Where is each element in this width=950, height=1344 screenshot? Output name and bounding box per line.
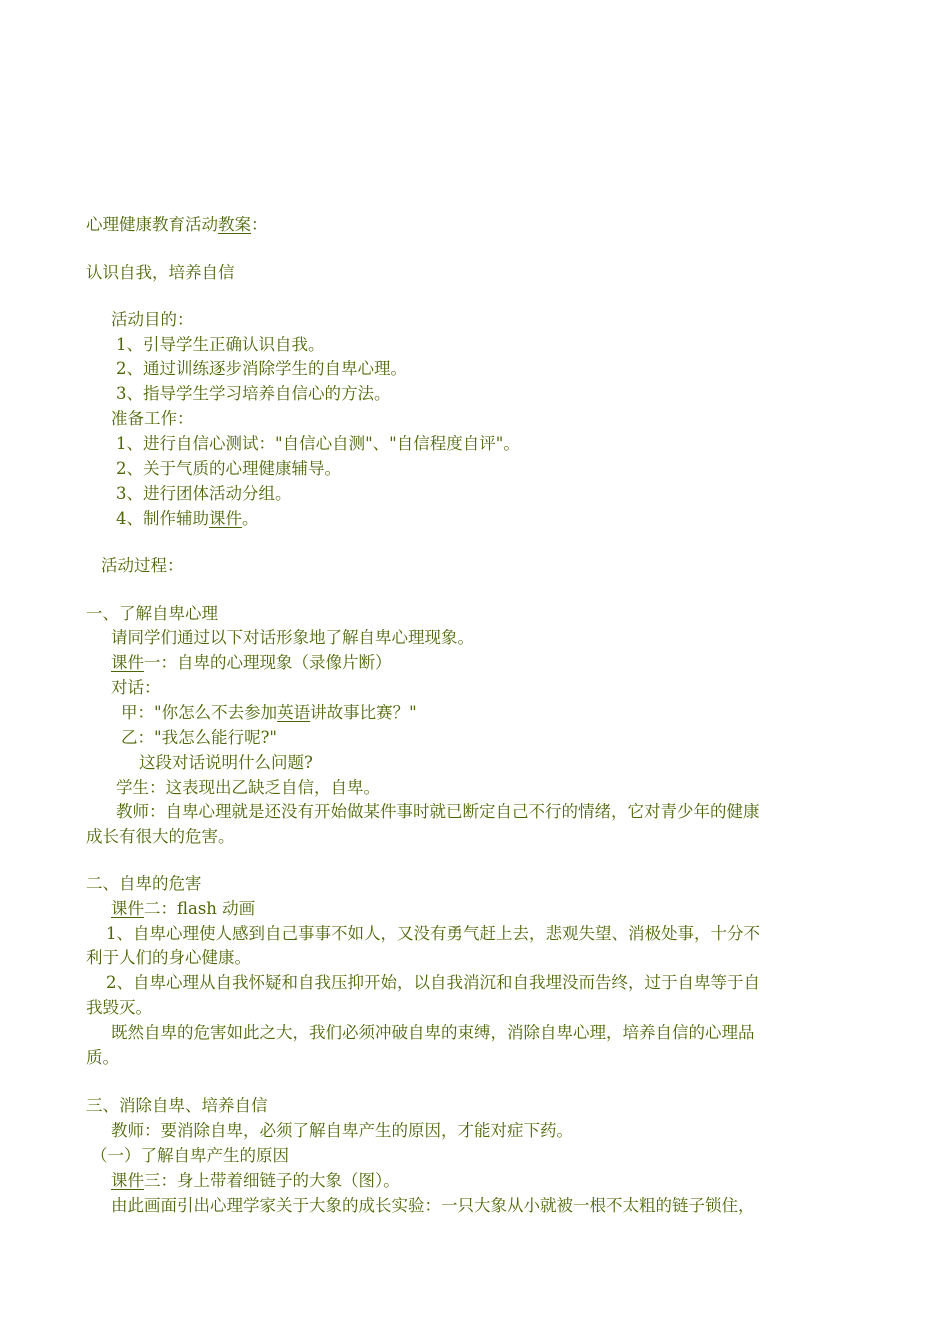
- paragraph: 请同学们通过以下对话形象地了解自卑心理现象。: [111, 628, 474, 647]
- section-heading: 二、自卑的危害: [86, 874, 202, 893]
- dialog-line: 甲："你怎么不去参加英语讲故事比赛？": [121, 703, 417, 722]
- courseware-line: 课件三：身上带着细链子的大象（图）。: [111, 1171, 400, 1190]
- lesson-plan-link[interactable]: 教案: [218, 215, 251, 234]
- paragraph-cont: 利于人们的身心健康。: [86, 948, 251, 967]
- courseware-link[interactable]: 课件: [111, 653, 144, 672]
- process-heading: 活动过程：: [101, 556, 184, 575]
- teacher-comment: 教师：要消除自卑，必须了解自卑产生的原因，才能对症下药。: [111, 1121, 573, 1140]
- teacher-comment: 教师：自卑心理就是还没有开始做某件事时就已断定自己不行的情绪，它对青少年的健康: [116, 802, 760, 821]
- preparation-item: 2、关于气质的心理健康辅导。: [116, 459, 341, 478]
- paragraph-cont: 质。: [86, 1048, 119, 1067]
- teacher-comment-cont: 成长有很大的危害。: [86, 827, 235, 846]
- english-link[interactable]: 英语: [277, 703, 311, 722]
- paragraph: 由此画面引出心理学家关于大象的成长实验：一只大象从小就被一根不太粗的链子锁住，: [111, 1196, 755, 1215]
- courseware-link[interactable]: 课件: [111, 899, 144, 918]
- courseware-line: 课件一：自卑的心理现象（录像片断）: [111, 653, 392, 672]
- preparation-heading: 准备工作：: [111, 409, 194, 428]
- objective-item: 2、通过训练逐步消除学生的自卑心理。: [116, 359, 407, 378]
- courseware-link[interactable]: 课件: [209, 509, 242, 528]
- section-heading: 一、了解自卑心理: [86, 604, 218, 623]
- dialog-label: 对话：: [111, 678, 161, 697]
- objectives-heading: 活动目的：: [111, 310, 194, 329]
- paragraph: 1、自卑心理使人感到自己事事不如人，又没有勇气赶上去，悲观失望、消极处事，十分不: [106, 924, 760, 943]
- student-answer: 学生：这表现出乙缺乏自信，自卑。: [116, 778, 380, 797]
- document-subtitle: 认识自我，培养自信: [86, 263, 235, 282]
- section-heading: 三、消除自卑、培养自信: [86, 1096, 268, 1115]
- courseware-line: 课件二：flash 动画: [111, 899, 256, 918]
- courseware-link[interactable]: 课件: [111, 1171, 144, 1190]
- paragraph: 既然自卑的危害如此之大，我们必须冲破自卑的束缚，消除自卑心理，培养自信的心理品: [111, 1023, 755, 1042]
- preparation-item: 1、进行自信心测试："自信心自测"、"自信程度自评"。: [116, 434, 520, 453]
- preparation-item: 4、制作辅助课件。: [116, 509, 259, 528]
- document-title: 心理健康教育活动教案：: [86, 215, 268, 234]
- preparation-item: 3、进行团体活动分组。: [116, 484, 292, 503]
- paragraph: 2、自卑心理从自我怀疑和自我压抑开始，以自我消沉和自我埋没而告终，过于自卑等于自: [106, 973, 760, 992]
- subsection-heading: （一）了解自卑产生的原因: [91, 1146, 289, 1165]
- paragraph-cont: 我毁灭。: [86, 998, 152, 1017]
- question-line: 这段对话说明什么问题?: [139, 753, 313, 772]
- objective-item: 3、指导学生学习培养自信心的方法。: [116, 384, 391, 403]
- dialog-line: 乙："我怎么能行呢?": [121, 728, 278, 747]
- objective-item: 1、引导学生正确认识自我。: [116, 335, 325, 354]
